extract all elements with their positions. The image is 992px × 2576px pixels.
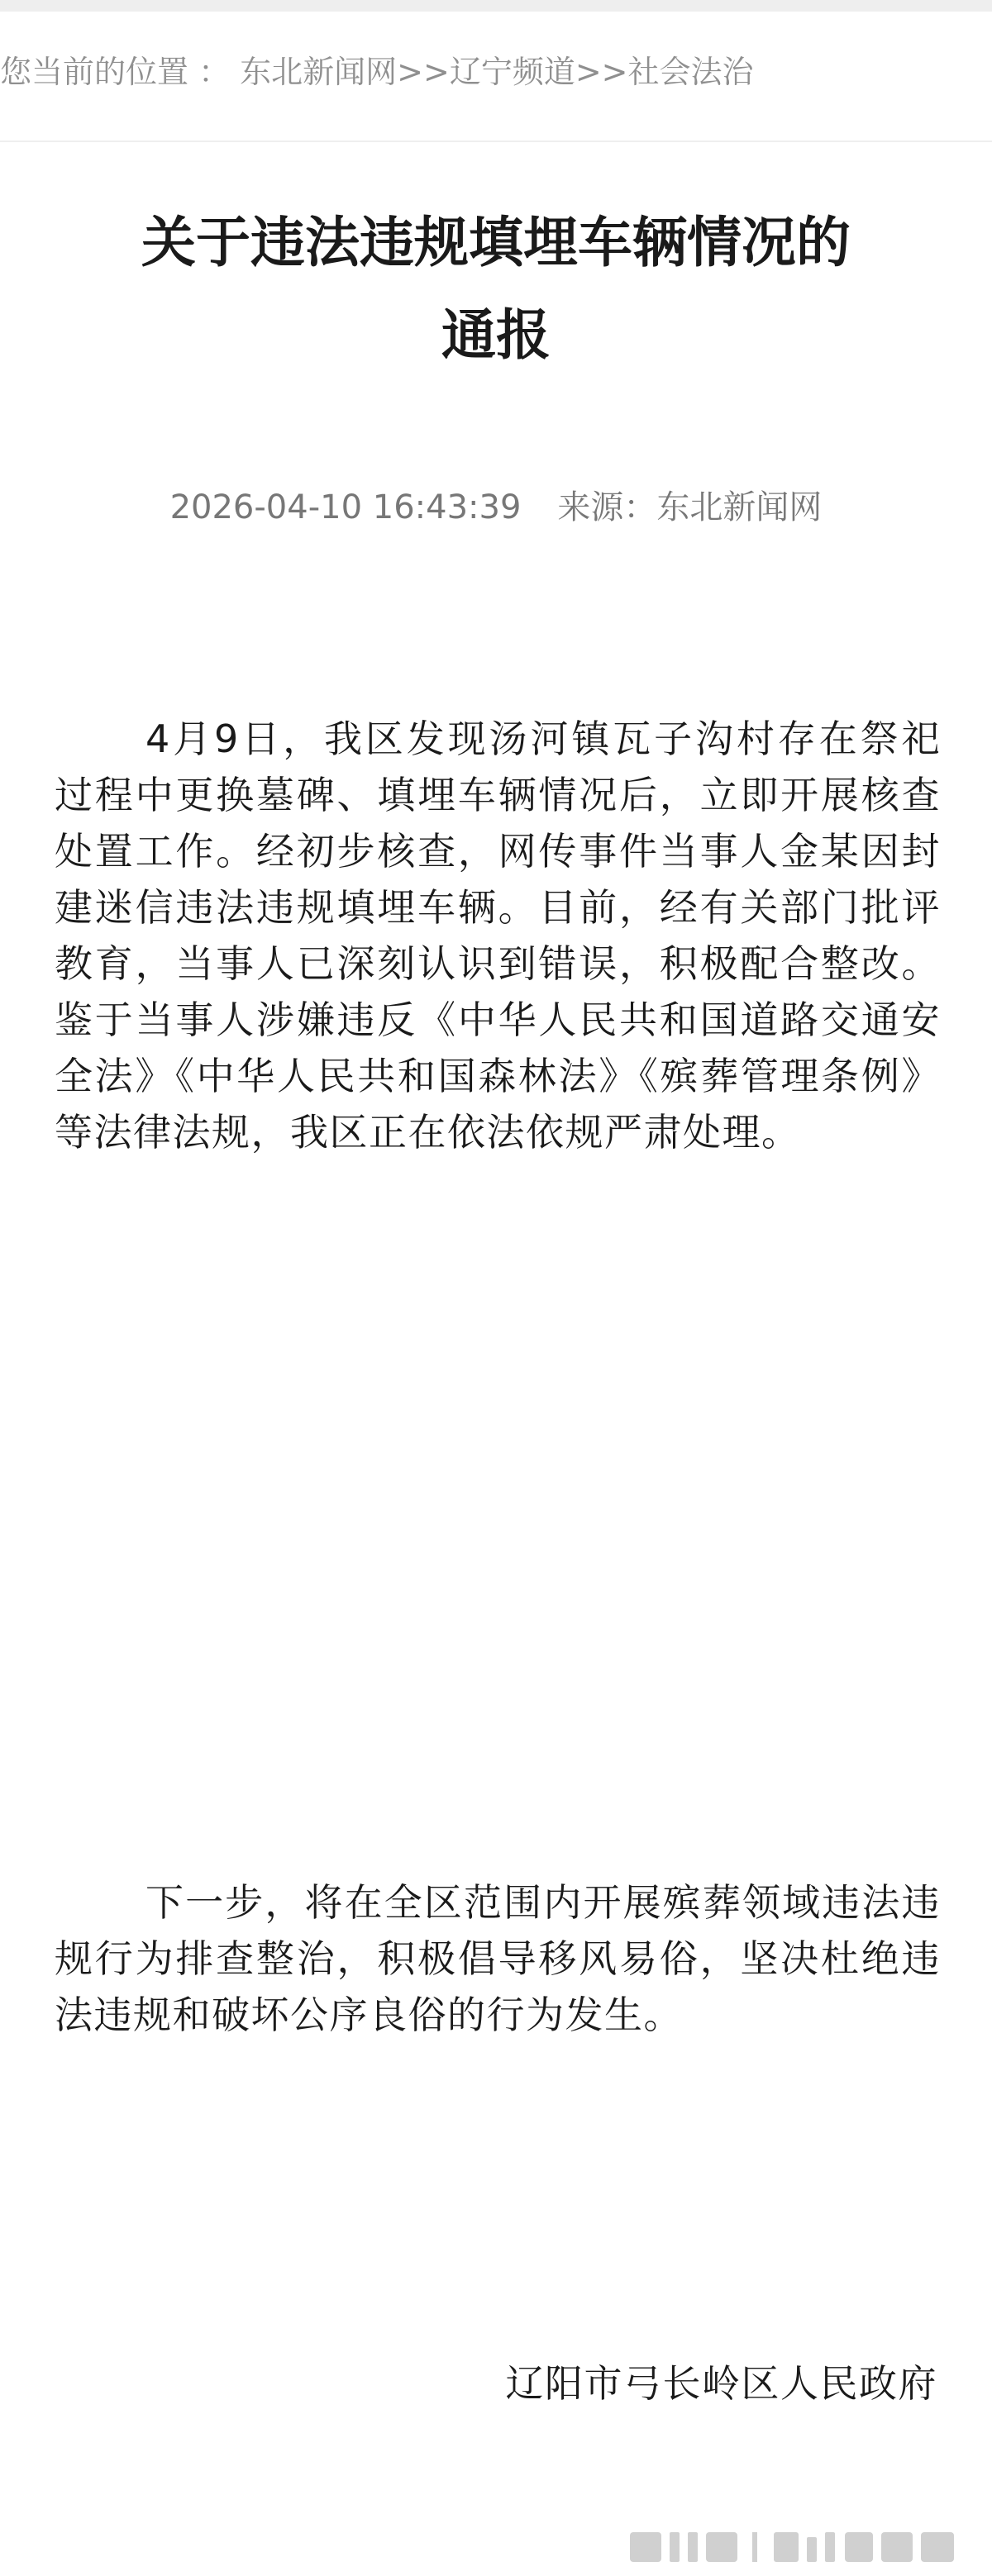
top-edge-strip	[0, 0, 992, 12]
article-paragraph-1: 4月9日，我区发现汤河镇瓦子沟村存在祭祀过程中更换墓碑、填埋车辆情况后，立即开展核查处置工作。经初步核查，网传事件当事人金某因封建迷信违法违规填埋车辆。目前，经有关部门批评教育，当事人已深刻认识到错误，积极配合整改。鉴于当事人涉嫌违反《中华人民共和国道路交通安全法》《中华人民共和国森林法》《殡葬管理条例》等法律法规，我区正在依法依规严肃处理。	[55, 717, 941, 1155]
breadcrumb: 您当前的位置 ： 东北新闻网>>辽宁频道>>社会法治	[0, 54, 754, 90]
publish-datetime: 2026-04-10 16:43:39	[169, 488, 522, 526]
article-title	[50, 197, 942, 382]
article-source: 来源：东北新闻网	[557, 488, 823, 526]
article-paragraph-2: 下一步，将在全区范围内开展殡葬领域违法违规行为排查整治，积极倡导移风易俗，坚决杜绝违法违规和破坏公序良俗的行为发生。	[55, 1880, 941, 2037]
article-title-line-2: 通报	[441, 303, 551, 367]
header-divider	[0, 140, 992, 142]
watermark-logo	[628, 2529, 959, 2565]
article-meta	[0, 484, 992, 531]
article-title-line-1: 关于违法违规填埋车辆情况的	[141, 211, 851, 274]
issuer-signature: 辽阳市弓长岭区人民政府	[505, 2361, 937, 2406]
